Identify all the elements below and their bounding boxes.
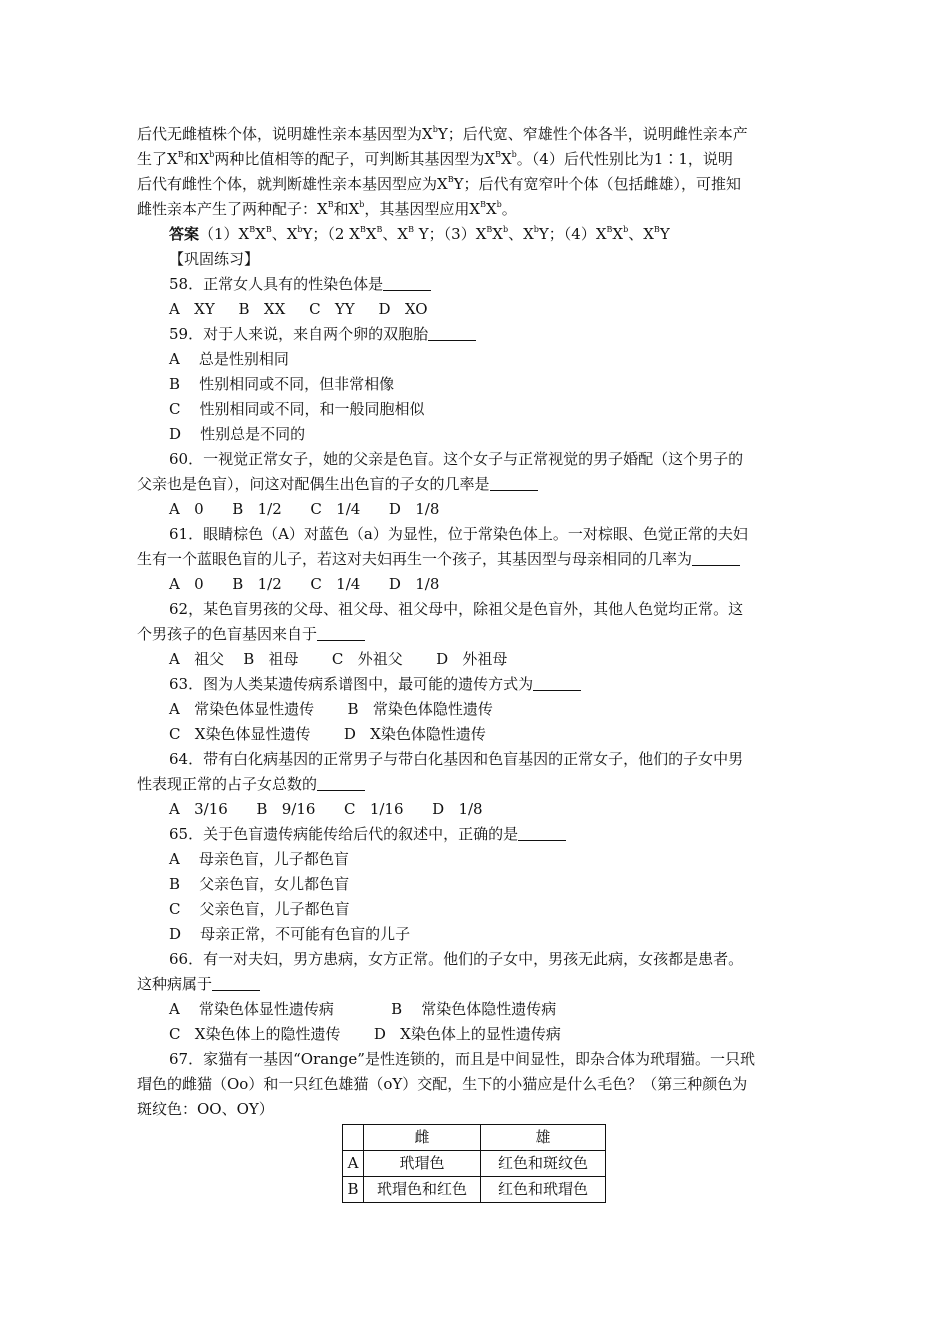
answer-blank (490, 476, 538, 491)
question-stem-line (137, 1072, 817, 1097)
question-stem-line (137, 1047, 817, 1072)
option-line: A 0 B 1/2 C 1/4 D 1/8 (169, 575, 440, 593)
table-row (343, 1151, 606, 1177)
question-text: 64．带有白化病基因的正常男子与带白化基因和色盲基因的正常女子，他们的子女中男 (169, 750, 744, 768)
explanation-line-3: 后代有雌性个体，就判断雄性亲本基因型应为$X^BY$；后代有宽窄叶个体（包括雌雄），可推知 (137, 175, 741, 193)
option-line: C X染色体显性遗传 D X染色体隐性遗传 (169, 725, 486, 743)
question-item (137, 522, 817, 597)
answer-blank (383, 276, 431, 291)
question-text: 63．图为人类某遗传病系谱图中，最可能的遗传方式为 (169, 675, 534, 693)
question-text: 59．对于人来说，来自两个卵的双胞胎 (169, 325, 429, 343)
option-line: D 性别总是不同的 (169, 425, 306, 443)
answer-blank (317, 626, 365, 641)
table-cell: 玳瑁色和红色 (364, 1177, 481, 1203)
question-text: 62，某色盲男孩的父母、祖父母、祖父母中，除祖父是色盲外，其他人色觉均正常。这 (169, 600, 744, 618)
table-header-row (343, 1125, 606, 1151)
question-stem-line (137, 472, 817, 497)
question-text: 58．正常女人具有的性染色体是 (169, 275, 384, 293)
question-stem-line (137, 972, 817, 997)
question-item (137, 597, 817, 672)
option-line: C 父亲色盲，儿子都色盲 (169, 900, 350, 918)
option-line: B 性别相同或不同，但非常相像 (169, 375, 395, 393)
question-stem-line (137, 547, 817, 572)
answer-blank (692, 551, 740, 566)
answer-label: 答案 (169, 225, 200, 243)
answer-table (342, 1124, 606, 1203)
question-stem-line (137, 447, 817, 472)
question-list (137, 272, 817, 1122)
question-item (137, 272, 817, 322)
question-stem-line (137, 622, 817, 647)
question-item (137, 322, 817, 447)
question-text: 父亲也是色盲），问这对配偶生出色盲的子女的几率是 (137, 475, 490, 493)
question-text: 60．一视觉正常女子，她的父亲是色盲。这个女子与正常视觉的男子婚配（这个男子的 (169, 450, 744, 468)
question-text: 性表现正常的占子女总数的 (137, 775, 318, 793)
option-line: A 常染色体显性遗传 B 常染色体隐性遗传 (169, 700, 493, 718)
question-item (137, 447, 817, 522)
table-cell: A (343, 1151, 364, 1177)
answer-blank (533, 676, 581, 691)
option-line: A 0 B 1/2 C 1/4 D 1/8 (169, 500, 440, 518)
question-text: 这种病属于 (137, 975, 213, 993)
table-header-cell: 雌 (364, 1125, 481, 1151)
question-text: 66．有一对夫妇，男方患病，女方正常。他们的子女中，男孩无此病，女孩都是患者。 (169, 950, 744, 968)
question-item (137, 1047, 817, 1122)
option-line: A 祖父 B 祖母 C 外祖父 D 外祖母 (169, 650, 508, 668)
table-header-cell: 雄 (481, 1125, 606, 1151)
question-text: 67．家猫有一基因“Orange”是性连锁的，而且是中间显性，即杂合体为玳瑁猫。一只玳 (169, 1050, 755, 1068)
option-line: D 母亲正常，不可能有色盲的儿子 (169, 925, 411, 943)
answer-line: 答案$(1)X^BX^B$、$X^bY$；（2 $X^BX^B$、$X^B$ Y；$(3)X^BX^b$、$X^bY$；$(4)X^BX^b$、$X^BY$ (169, 225, 670, 243)
question-stem-line (137, 822, 817, 847)
question-stem-line (137, 597, 817, 622)
answer-blank (428, 326, 476, 341)
explanation-line-1: 后代无雌植株个体，说明雄性亲本基因型为$X^bY$；后代宽、窄雄性个体各半，说明雌性亲本产 (137, 125, 748, 143)
table-cell: 玳瑁色 (364, 1151, 481, 1177)
question-text: 61．眼睛棕色（A）对蓝色（a）为显性，位于常染色体上。一对棕眼、色觉正常的夫妇 (169, 525, 748, 543)
explanation-paragraph (137, 122, 817, 222)
question-item (137, 947, 817, 1047)
option-line: C 性别相同或不同，和一般同胞相似 (169, 400, 425, 418)
question-text: 生有一个蓝眼色盲的儿子，若这对夫妇再生一个孩子，其基因型与母亲相同的几率为 (137, 550, 693, 568)
question-text: 65．关于色盲遗传病能传给后代的叙述中，正确的是 (169, 825, 519, 843)
option-line: C X染色体上的隐性遗传 D X染色体上的显性遗传病 (169, 1025, 561, 1043)
question-item (137, 822, 817, 947)
answer-blank (317, 776, 365, 791)
option-line: A XY B XX C YY D XO (169, 300, 428, 318)
option-line: A 常染色体显性遗传病 B 常染色体隐性遗传病 (169, 1000, 557, 1018)
question-stem-line (137, 1097, 817, 1122)
option-line: A 3/16 B 9/16 C 1/16 D 1/8 (169, 800, 483, 818)
option-line: A 母亲色盲，儿子都色盲 (169, 850, 349, 868)
answer-blank (212, 976, 260, 991)
question-item (137, 747, 817, 822)
option-line: B 父亲色盲，女儿都色盲 (169, 875, 350, 893)
question-stem-line (137, 272, 817, 297)
section-title: 【巩固练习】 (169, 250, 260, 268)
table-cell: 红色和玳瑁色 (481, 1177, 606, 1203)
explanation-line-4: 雌性亲本产生了两种配子：$X^B$和$X^b$，其基因型应用$X^BX^b$。 (137, 200, 517, 218)
question-item (137, 672, 817, 747)
table-cell: B (343, 1177, 364, 1203)
document-page (137, 122, 817, 1203)
table-header-cell (343, 1125, 364, 1151)
table-cell: 红色和斑纹色 (481, 1151, 606, 1177)
option-line: A 总是性别相同 (169, 350, 289, 368)
question-text: 个男孩子的色盲基因来自于 (137, 625, 318, 643)
question-stem-line (137, 672, 817, 697)
answer-blank (518, 826, 566, 841)
question-text: 瑁色的雌猫（Oo）和一只红色雄猫（oY）交配，生下的小猫应是什么毛色？（第三种颜色为 (137, 1075, 748, 1093)
question-stem-line (137, 322, 817, 347)
explanation-line-2: 生了$X^B$和$X^b$两种比值相等的配子，可判断其基因型为$X^BX^b$。（4）后代性别比为1∶1，说明 (137, 150, 733, 168)
question-stem-line (137, 522, 817, 547)
table-row (343, 1177, 606, 1203)
question-text: 斑纹色：OO、OY） (137, 1100, 274, 1118)
question-stem-line (137, 947, 817, 972)
question-stem-line (137, 747, 817, 772)
question-stem-line (137, 772, 817, 797)
